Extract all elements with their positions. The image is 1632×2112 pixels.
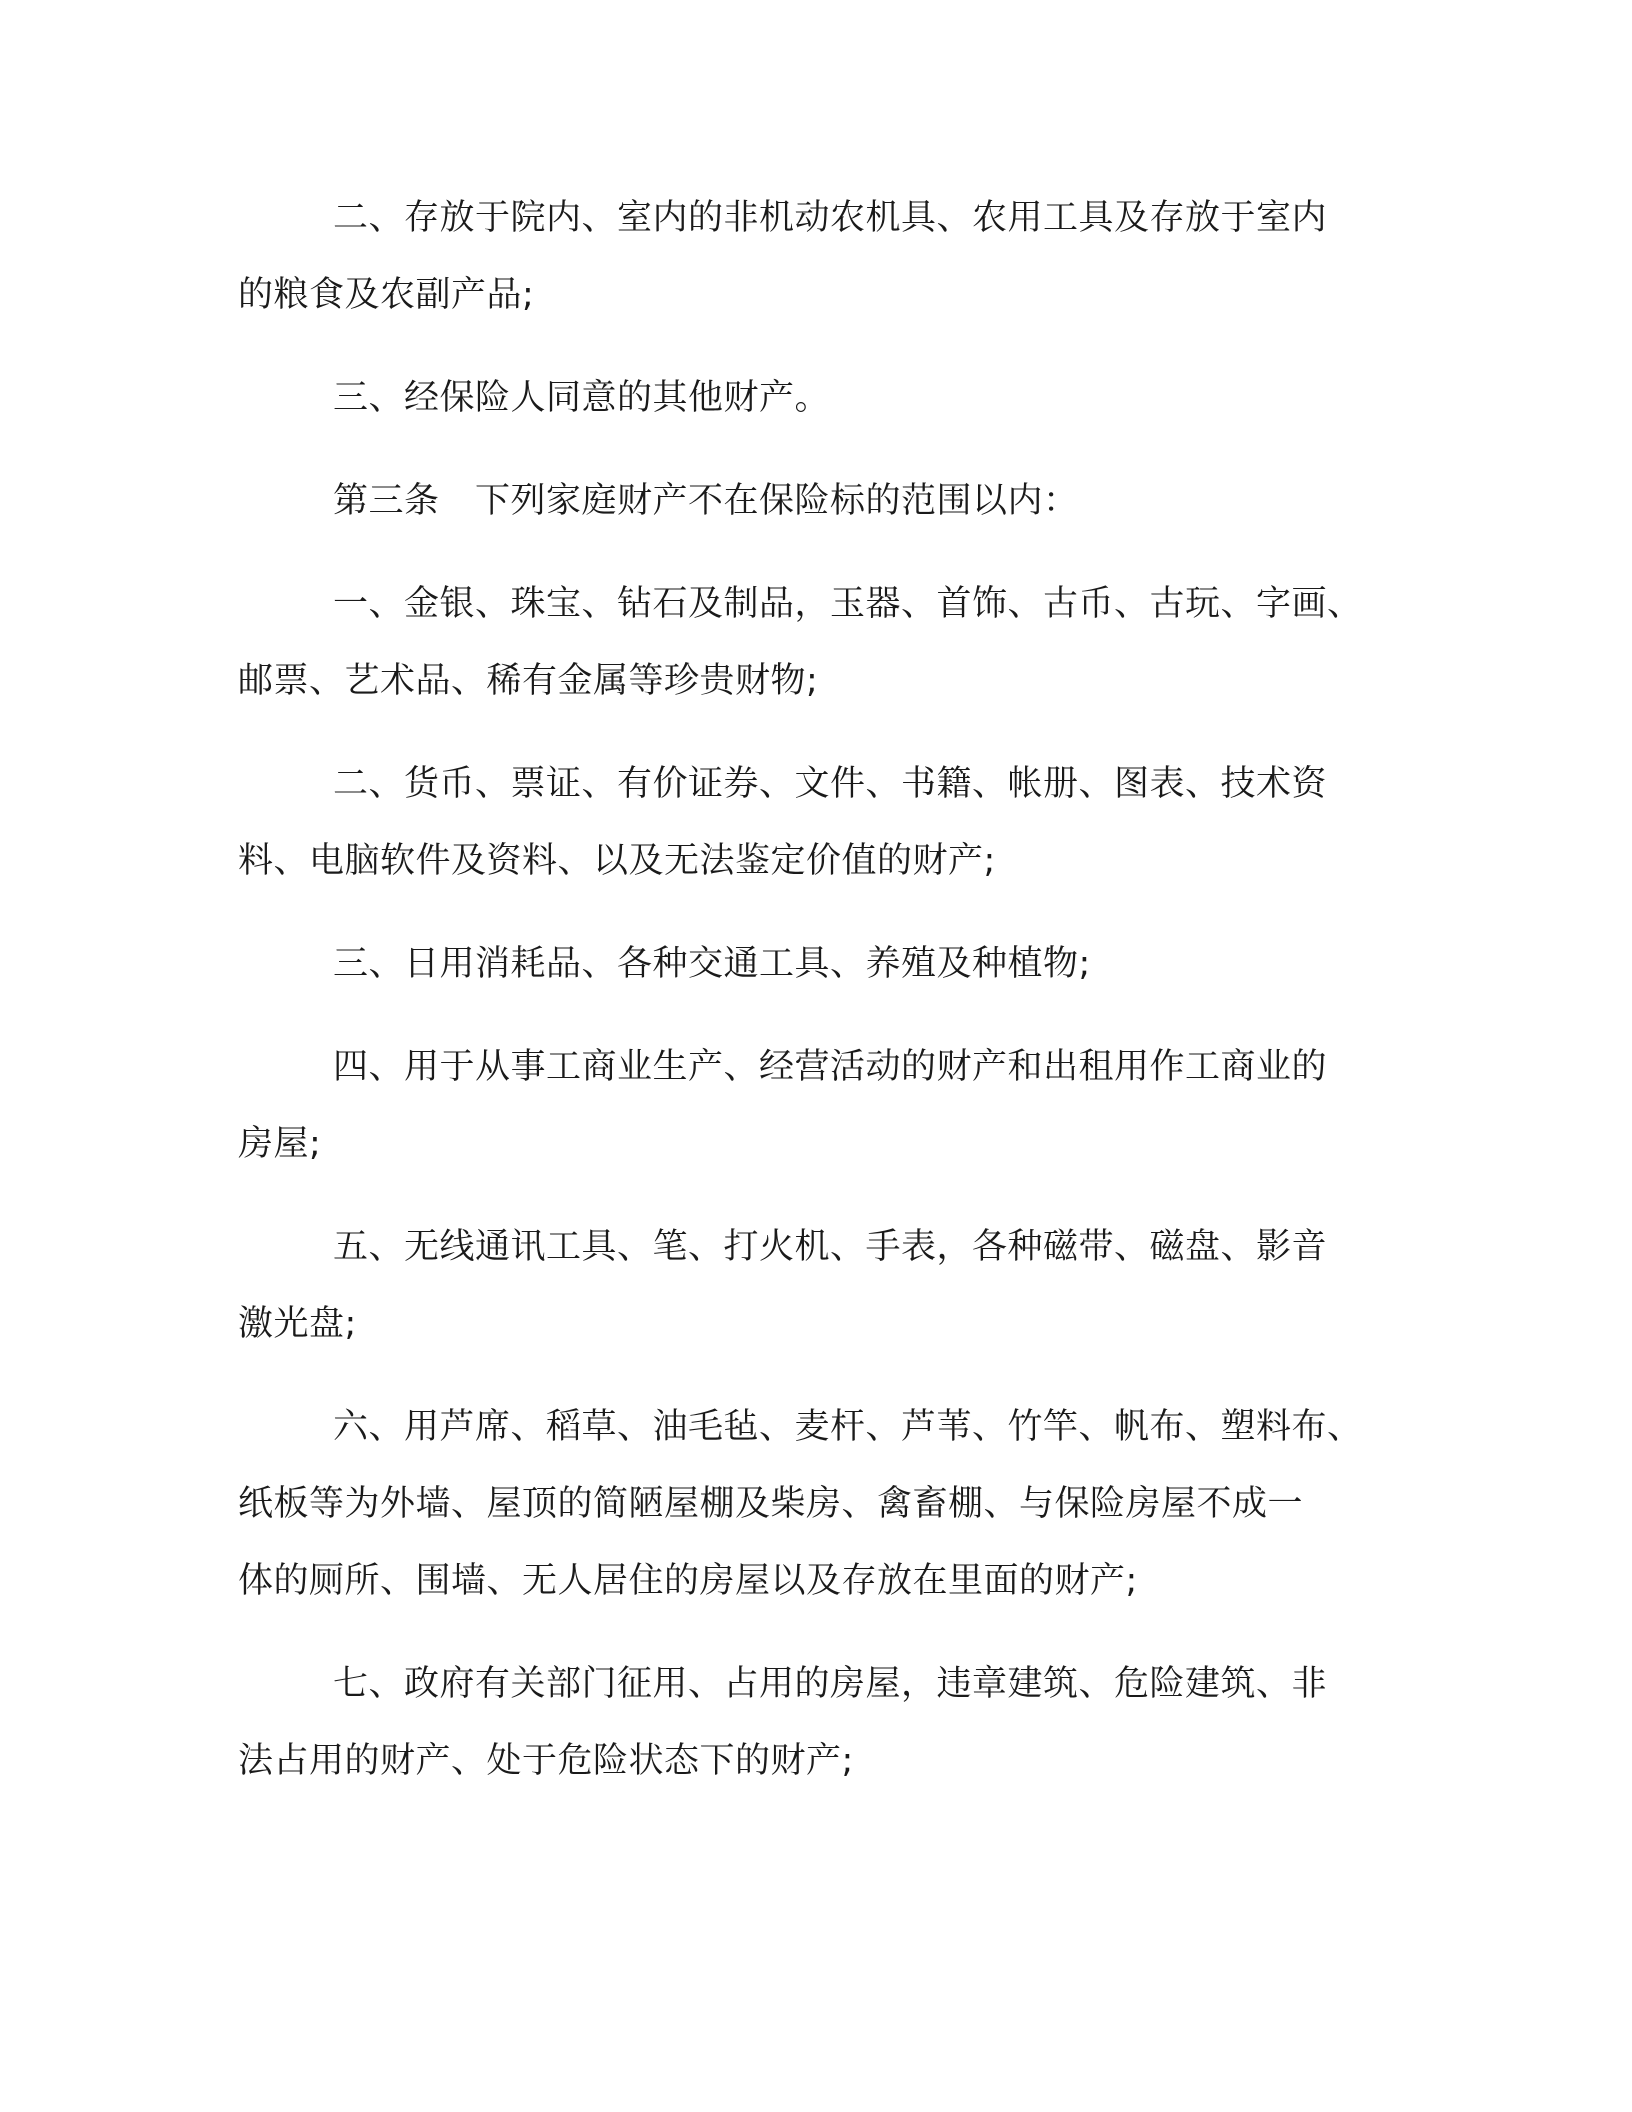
article-3-heading bbox=[238, 463, 1418, 540]
paragraph-line: 三、日用消耗品、各种交通工具、养殖及种植物; bbox=[333, 944, 1091, 984]
paragraph-item-2-storage bbox=[238, 180, 1418, 334]
paragraph-exclusion-7 bbox=[238, 1646, 1418, 1800]
paragraph-exclusion-1 bbox=[238, 566, 1418, 720]
paragraph-line: 四、用于从事工商业生产、经营活动的财产和出租用作工商业的 bbox=[333, 1047, 1328, 1087]
paragraph-line: 第三条 下列家庭财产不在保险标的范围以内： bbox=[333, 481, 1079, 521]
paragraph-line: 二、存放于院内、室内的非机动农机具、农用工具及存放于室内 bbox=[333, 198, 1328, 238]
paragraph-line: 体的厕所、围墙、无人居住的房屋以及存放在里面的财产; bbox=[238, 1561, 1138, 1601]
paragraph-line: 六、用芦席、稻草、油毛毡、麦杆、芦苇、竹竿、帆布、塑料布、 bbox=[333, 1407, 1363, 1447]
paragraph-line: 纸板等为外墙、屋顶的简陋屋棚及柴房、禽畜棚、与保险房屋不成一 bbox=[238, 1484, 1304, 1524]
paragraph-exclusion-2 bbox=[238, 746, 1418, 900]
paragraph-exclusion-6 bbox=[238, 1389, 1418, 1620]
paragraph-exclusion-5 bbox=[238, 1209, 1418, 1363]
paragraph-line: 二、货币、票证、有价证券、文件、书籍、帐册、图表、技术资 bbox=[333, 764, 1328, 804]
paragraph-line: 邮票、艺术品、稀有金属等珍贵财物; bbox=[238, 661, 819, 701]
paragraph-line: 房屋; bbox=[238, 1124, 322, 1164]
paragraph-line: 七、政府有关部门征用、占用的房屋，违章建筑、危险建筑、非 bbox=[333, 1664, 1328, 1704]
paragraph-line: 五、无线通讯工具、笔、打火机、手表，各种磁带、磁盘、影音 bbox=[333, 1227, 1328, 1267]
paragraph-item-3-other-property bbox=[238, 360, 1418, 437]
paragraph-line: 激光盘; bbox=[238, 1304, 357, 1344]
paragraph-exclusion-4 bbox=[238, 1029, 1418, 1183]
paragraph-line: 料、电脑软件及资料、以及无法鉴定价值的财产; bbox=[238, 841, 996, 881]
paragraph-exclusion-3 bbox=[238, 926, 1418, 1003]
paragraph-line: 一、金银、珠宝、钻石及制品，玉器、首饰、古币、古玩、字画、 bbox=[333, 584, 1363, 624]
paragraph-line: 三、经保险人同意的其他财产。 bbox=[333, 378, 831, 418]
paragraph-line: 的粮食及农副产品; bbox=[238, 275, 535, 315]
paragraph-line: 法占用的财产、处于危险状态下的财产; bbox=[238, 1741, 854, 1781]
